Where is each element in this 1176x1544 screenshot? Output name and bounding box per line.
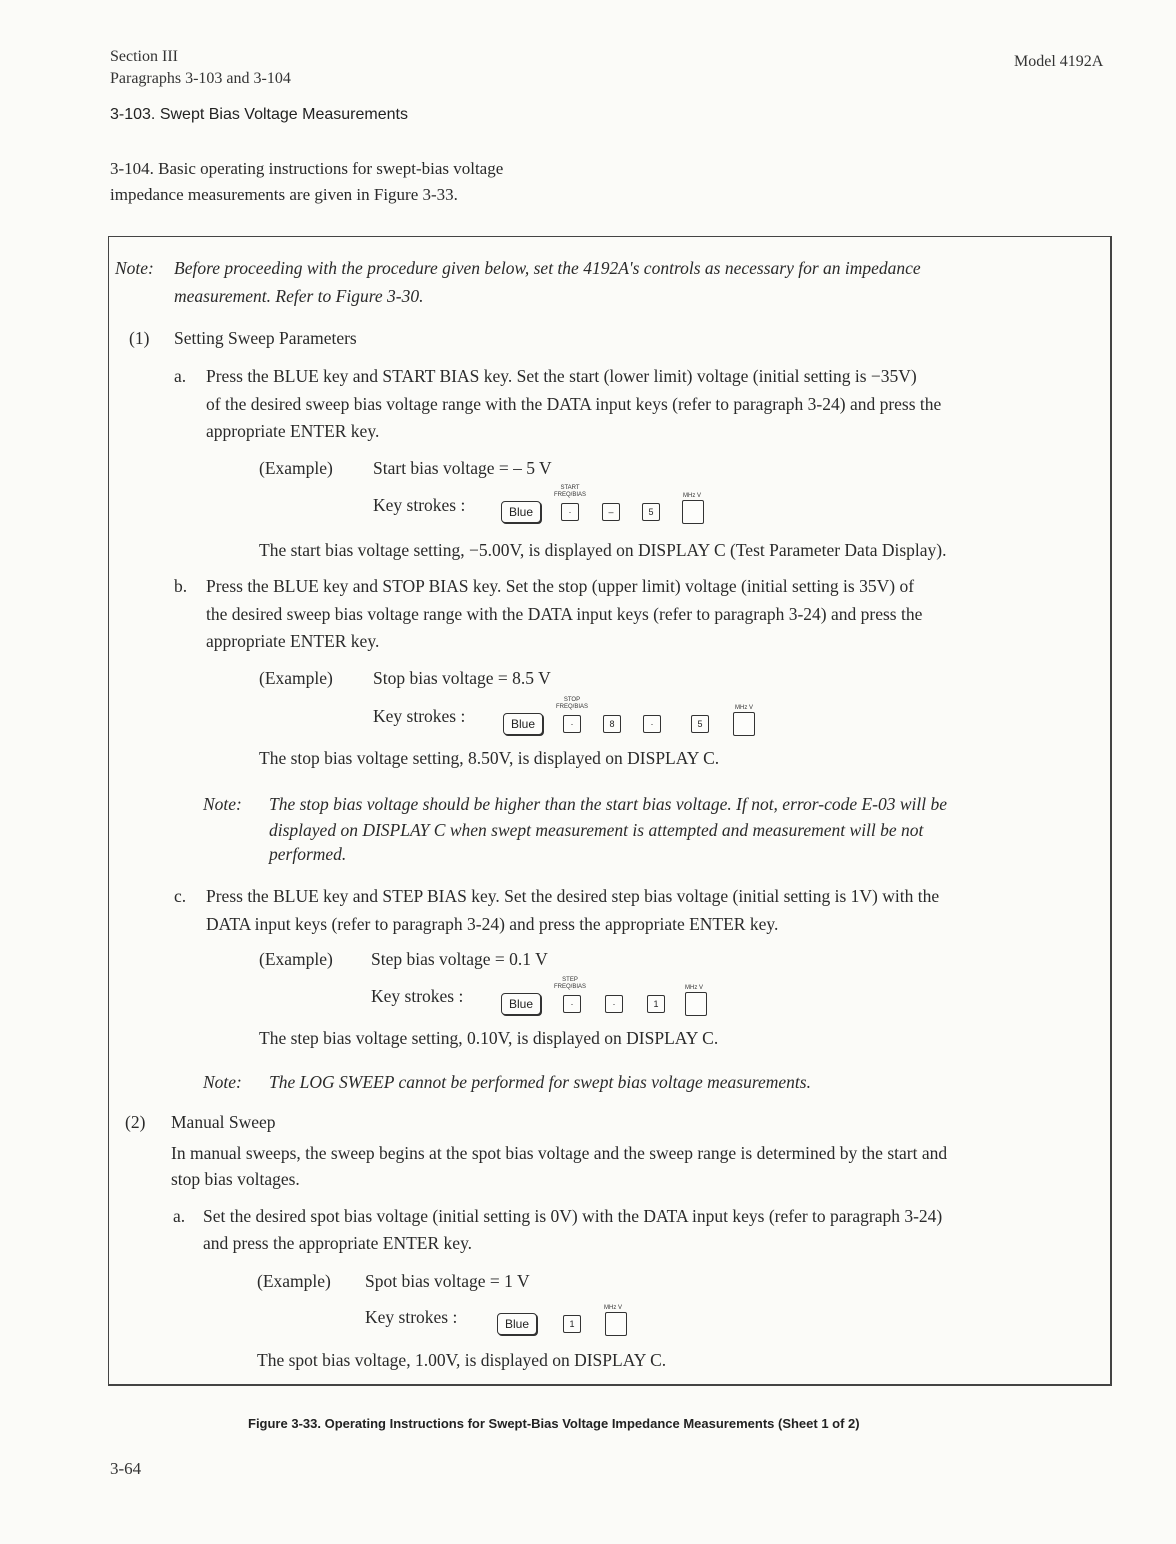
note-line-2: measurement. Refer to Figure 3-30. [174,286,424,306]
step-1b-keystroke-sequence [501,695,771,735]
step-1b-result: The stop bias voltage setting, 8.50V, is displayed on DISPLAY C. [259,748,720,768]
intro-line-2: impedance measurements are given in Figure 3-33. [110,185,458,204]
step-1a-line-3: appropriate ENTER key. [206,421,380,441]
note-2-line-2: displayed on DISPLAY C when swept measurement is attempted and measurement will be not [269,820,924,840]
enter-key-label: MHz V [735,705,753,711]
step-1a-example-label: (Example) [259,458,333,478]
step-1a-line-2: of the desired sweep bias voltage range with the DATA input keys (refer to paragraph 3-24) and press the [206,394,942,414]
step-1c-example-label: (Example) [259,949,333,969]
enter-v-key[interactable] [682,500,704,524]
note-2-line-3: performed. [269,844,347,864]
enter-v-key[interactable] [685,992,707,1016]
step-2-number: (2) [125,1112,146,1132]
step-2a-example-text: Spot bias voltage = 1 V [365,1271,530,1291]
page-number: 3-64 [110,1459,142,1478]
step-1c-marker: c. [174,886,187,906]
figure-caption: Figure 3-33. Operating Instructions for Swept-Bias Voltage Impedance Measurements (Sheet 1 of 2) [248,1416,860,1431]
figure-box [108,236,1112,1386]
decimal-point-key[interactable]: · [643,715,661,733]
note-2-label: Note: [203,794,242,814]
enter-key-label: MHz V [604,1305,622,1311]
step-1c-line-2: DATA input keys (refer to paragraph 3-24) and press the appropriate ENTER key. [206,914,779,934]
step-bias-key[interactable]: · [563,995,581,1013]
model-label: Model 4192A [1014,53,1104,70]
blue-key[interactable]: Blue [503,713,543,735]
blue-key[interactable]: Blue [501,993,541,1015]
step-2a-line-1: Set the desired spot bias voltage (initial setting is 0V) with the DATA input keys (refer to paragraph 3-24) [203,1206,943,1226]
step-2a-result: The spot bias voltage, 1.00V, is displayed on DISPLAY C. [257,1350,667,1370]
step-1-title: Setting Sweep Parameters [174,328,357,348]
section-label: Section III [110,48,178,65]
step-2-line-1: In manual sweeps, the sweep begins at the spot bias voltage and the sweep range is determined by the start and [171,1143,948,1163]
step-1b-line-3: appropriate ENTER key. [206,631,380,651]
digit-8-key[interactable]: 8 [603,715,621,733]
minus-key[interactable]: – [602,503,620,521]
step-2a-line-2: and press the appropriate ENTER key. [203,1233,473,1253]
step-key-label: STEP FREQ/BIAS [553,977,586,990]
step-1b-example-text: Stop bias voltage = 8.5 V [373,668,551,688]
digit-5-key[interactable]: 5 [691,715,709,733]
step-1b-marker: b. [174,576,188,596]
step-2-title: Manual Sweep [171,1112,276,1132]
note-label: Note: [115,258,154,278]
step-1c-keystroke-sequence [499,975,719,1015]
step-1c-example-text: Step bias voltage = 0.1 V [371,949,548,969]
stop-bias-key[interactable]: · [563,715,581,733]
digit-1-key[interactable]: 1 [563,1315,581,1333]
intro-line-1: 3-104. Basic operating instructions for swept-bias voltage [110,159,504,178]
section-heading: 3-103. Swept Bias Voltage Measurements [110,106,408,123]
stop-key-label: STOP FREQ/BIAS [555,697,588,710]
enter-v-key[interactable] [605,1312,627,1336]
start-bias-key[interactable]: · [561,503,579,521]
step-1a-example-text: Start bias voltage = – 5 V [373,458,552,478]
step-2a-example-label: (Example) [257,1271,331,1291]
step-1a-line-1: Press the BLUE key and START BIAS key. Set the start (lower limit) voltage (initial setting is −35V) [206,366,917,386]
note-3-label: Note: [203,1072,242,1092]
step-2a-keystrokes-label: Key strokes : [365,1307,458,1327]
digit-5-key[interactable]: 5 [642,503,660,521]
step-1-number: (1) [129,328,150,348]
enter-key-label: MHz V [685,985,703,991]
step-1a-keystrokes-label: Key strokes : [373,495,466,515]
digit-1-key[interactable]: 1 [647,995,665,1013]
note-3-text: The LOG SWEEP cannot be performed for swept bias voltage measurements. [269,1072,811,1092]
decimal-point-key[interactable]: · [605,995,623,1013]
enter-key-label: MHz V [683,493,701,499]
step-1b-line-1: Press the BLUE key and STOP BIAS key. Set the stop (upper limit) voltage (initial setting is 35V) of [206,576,915,596]
step-1b-example-label: (Example) [259,668,333,688]
step-2a-keystroke-sequence [495,1295,635,1335]
step-1b-line-2: the desired sweep bias voltage range with the DATA input keys (refer to paragraph 3-24) and press the [206,604,923,624]
step-1a-result: The start bias voltage setting, −5.00V, is displayed on DISPLAY C (Test Parameter Data Display). [259,540,947,560]
step-1c-keystrokes-label: Key strokes : [371,986,464,1006]
step-2a-marker: a. [173,1206,186,1226]
step-1a-keystroke-sequence [499,483,719,523]
enter-v-key[interactable] [733,712,755,736]
step-1c-result: The step bias voltage setting, 0.10V, is displayed on DISPLAY C. [259,1028,719,1048]
step-1a-marker: a. [174,366,187,386]
blue-key[interactable]: Blue [501,501,541,523]
step-1b-keystrokes-label: Key strokes : [373,706,466,726]
paragraphs-label: Paragraphs 3-103 and 3-104 [110,70,291,87]
step-1c-line-1: Press the BLUE key and STEP BIAS key. Set the desired step bias voltage (initial setting is 1V) with the [206,886,940,906]
step-2-line-2: stop bias voltages. [171,1169,300,1189]
start-key-label: START FREQ/BIAS [553,485,586,498]
note-line-1: Before proceeding with the procedure given below, set the 4192A's controls as necessary for an impedance [174,258,921,278]
note-2-line-1: The stop bias voltage should be higher than the start bias voltage. If not, error-code E-03 will be [269,794,948,814]
blue-key[interactable]: Blue [497,1313,537,1335]
